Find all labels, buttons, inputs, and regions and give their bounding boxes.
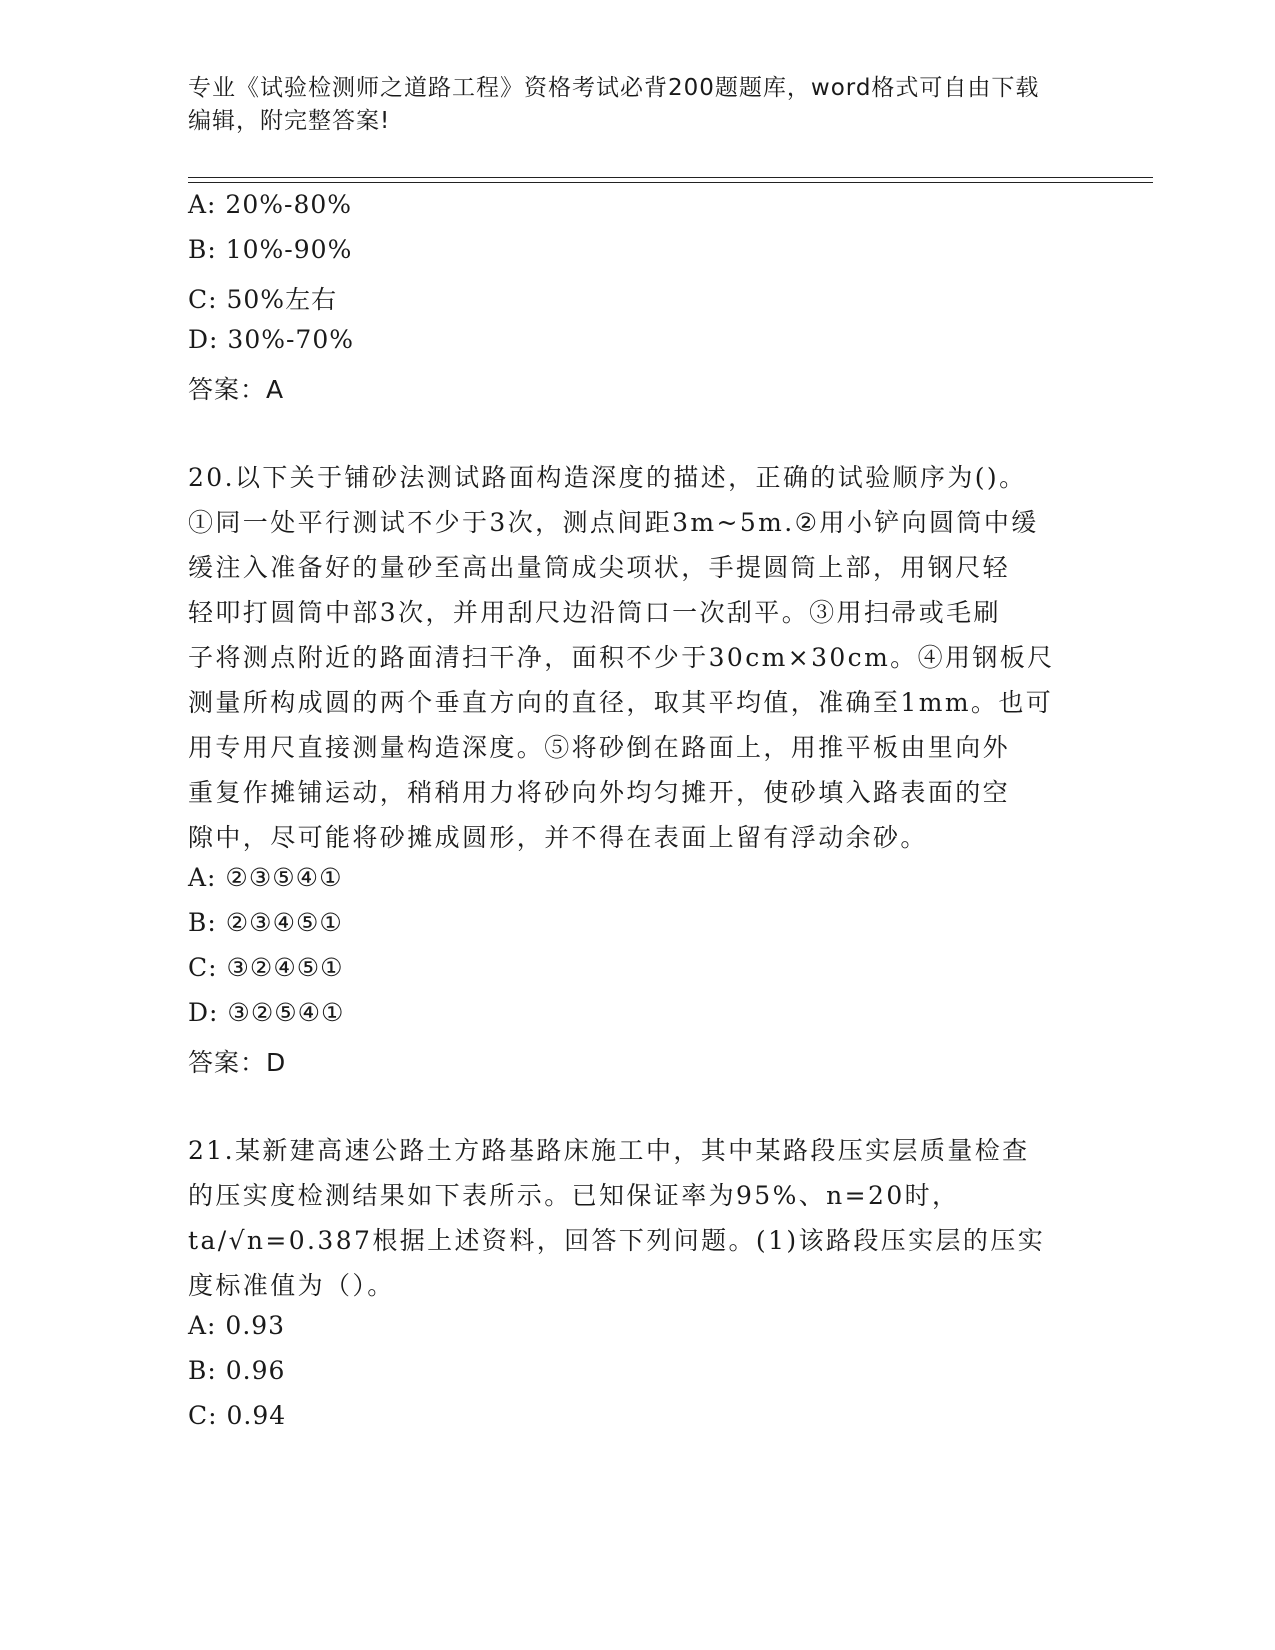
q20-line-2: ①同一处平行测试不少于3次，测点间距3m~5m.②用小铲向圆筒中缓 (188, 508, 1039, 537)
q20-option-a: A: ②③⑤④① (188, 863, 343, 892)
header-line-2: 编辑，附完整答案! (188, 108, 391, 134)
q19-option-b: B: 10%-90% (188, 235, 353, 264)
header-divider-top (188, 177, 1153, 178)
header-line-1: 专业《试验检测师之道路工程》资格考试必背200题题库，word格式可自由下载 (188, 75, 1040, 101)
q21-line-2: 的压实度检测结果如下表所示。已知保证率为95%、n=20时， (188, 1181, 960, 1210)
q20-line-3: 缓注入准备好的量砂至高出量筒成尖项状，手提圆筒上部，用钢尺轻 (188, 553, 1011, 582)
q21-option-b: B: 0.96 (188, 1356, 286, 1385)
q20-line-4: 轻叩打圆筒中部3次，并用刮尺边沿筒口一次刮平。③用扫帚或毛刷 (188, 598, 1001, 627)
q20-line-1: 20.以下关于铺砂法测试路面构造深度的描述，正确的试验顺序为()。 (188, 463, 1027, 492)
q21-option-c: C: 0.94 (188, 1401, 287, 1430)
q20-option-c: C: ③②④⑤① (188, 953, 344, 982)
q21-line-3: ta/√n=0.387根据上述资料，回答下列问题。(1)该路段压实层的压实 (188, 1226, 1046, 1255)
q20-line-7: 用专用尺直接测量构造深度。⑤将砂倒在路面上，用推平板由里向外 (188, 733, 1011, 762)
q20-option-b: B: ②③④⑤① (188, 908, 343, 937)
q19-option-a: A: 20%-80% (188, 190, 353, 219)
document-header (188, 72, 1088, 138)
q21-option-a: A: 0.93 (188, 1311, 286, 1340)
q21-line-4: 度标准值为（）。 (188, 1271, 395, 1300)
q19-option-d: D: 30%-70% (188, 325, 354, 354)
q21-line-1: 21.某新建高速公路土方路基路床施工中，其中某路段压实层质量检查 (188, 1136, 1030, 1165)
q20-line-5: 子将测点附近的路面清扫干净，面积不少于30cm×30cm。④用钢板尺 (188, 643, 1055, 672)
q19-answer: 答案：A (188, 375, 285, 404)
q20-line-9: 隙中，尽可能将砂摊成圆形，并不得在表面上留有浮动余砂。 (188, 823, 928, 852)
q19-option-c: C: 50%左右 (188, 285, 338, 314)
q20-line-6: 测量所构成圆的两个垂直方向的直径，取其平均值，准确至1mm。也可 (188, 688, 1054, 717)
q20-answer: 答案：D (188, 1048, 287, 1077)
q20-line-8: 重复作摊铺运动，稍稍用力将砂向外均匀摊开，使砂填入路表面的空 (188, 778, 1011, 807)
header-divider-bottom (188, 182, 1153, 183)
q20-option-d: D: ③②⑤④① (188, 998, 345, 1027)
